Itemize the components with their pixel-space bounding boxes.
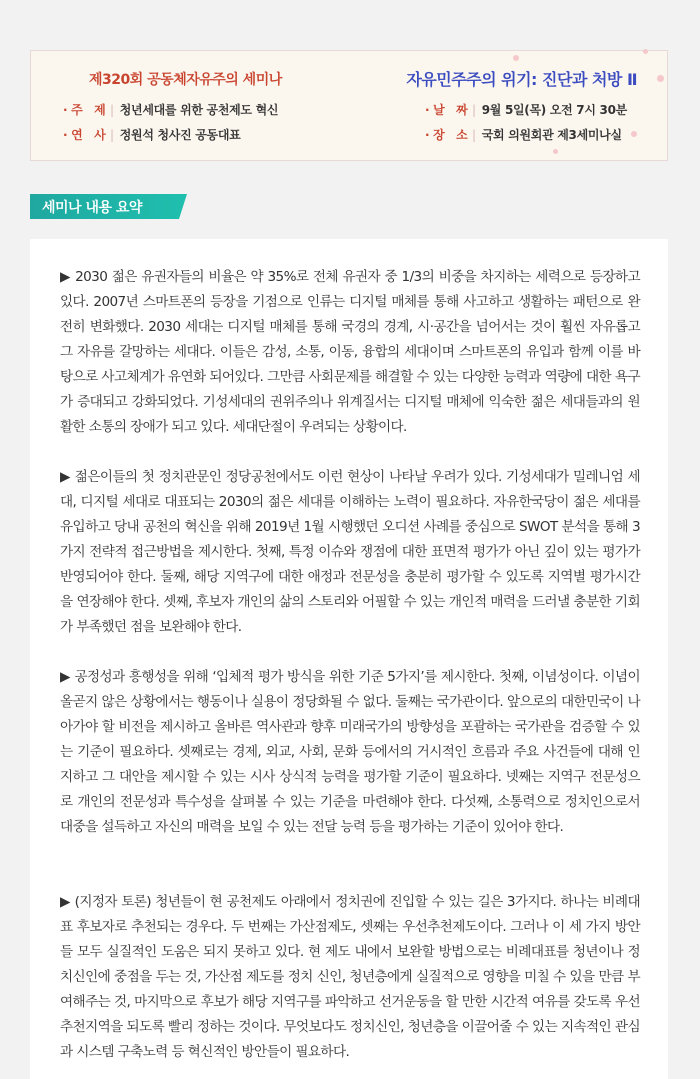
decor-dot: [631, 131, 637, 137]
place-value: 국회 의원회관 제3세미나실: [481, 128, 622, 142]
divider: |: [110, 103, 114, 117]
date-value: 9월 5일(목) 오전 7시 30분: [481, 103, 627, 117]
divider: |: [472, 103, 476, 117]
summary-paragraph-4: ▶ (지정자 토론) 청년들이 현 공천제도 아래에서 정치권에 진입할 수 있는 길은 3가지다. 하나는 비례대표 후보자로 추천되는 경우다. 두 번째는 가산점제도, 셋째는 우선추천제도이다. 그러나 이 세 가지 방안들 모두 실질적인 도움은 되지 못하고 있다. 현 제도 내에서 보완할 방법으로는 비례대표를 청년이나 정치신인에 중점을 두는 것, 가산점 제도를 정치 신인, 청년층에게 실질적으로 영향을 미칠 수 있을 만큼 부여해주는 것, 마지막으로 후보가 해당 지역구를 파악하고 선거운동을 할 만한 시간적 여유를 갖도록 우선추천지역을 되도록 빨리 정하는 것이다. 무엇보다도 정치신인, 청년층을 이끌어줄 수 있는 지속적인 관심과 시스템 구축노력 등 혁신적인 방안들이 필요하다.: [60, 894, 640, 1060]
decor-dot: [643, 49, 648, 54]
summary-paragraph-1: ▶ 2030 젊은 유권자들의 비율은 약 35%로 전체 유권자 중 1/3의 비중을 차지하는 세력으로 등장하고 있다. 2007년 스마트폰의 등장을 기점으로 인류는 디지털 매체를 통해 사고하고 생활하는 패턴으로 완전히 변화했다. 2030 세대는 디지털 매체를 통해 국경의 경계, 시·공간을 넘어서는 것이 훨씬 자유롭고 그 자유를 갈망하는 세대다. 이들은 감성, 소통, 이동, 융합의 세대이며 스마트폰의 유입과 함께 이를 바탕으로 사고체계가 유연화 되어있다. 그만큼 사회문제를 해결할 수 있는 다양한 능력과 역량에 대한 욕구가 증대되고 강화되었다. 기성세대의 권위주의나 위계질서는 디지털 매체에 익숙한 젊은 세대들과의 원활한 소통의 장애가 되고 있다. 세대단절이 우려되는 상황이다.: [60, 269, 640, 435]
topic-value: 청년세대를 위한 공천제도 혁신: [119, 103, 279, 117]
date-row: [425, 101, 627, 118]
seminar-title: 자유민주주의 위기: 진단과 처방 Ⅱ: [406, 70, 637, 89]
place-row: [425, 126, 622, 143]
divider: |: [110, 128, 114, 142]
speaker-value: 정원석 청사진 공동대표: [119, 128, 241, 142]
date-label: · 날 짜: [425, 103, 468, 117]
decor-dot: [553, 149, 558, 154]
seminar-number: 제320회 공동체자유주의 세미나: [89, 72, 282, 88]
decor-dot: [513, 55, 519, 61]
divider: |: [472, 128, 476, 142]
seminar-info-box: [30, 50, 668, 161]
place-label: · 장 소: [425, 128, 468, 142]
speaker-label: · 연 사: [63, 128, 106, 142]
summary-card: [30, 239, 668, 1079]
speaker-row: [63, 126, 240, 143]
topic-label: · 주 제: [63, 103, 106, 117]
summary-paragraph-2: ▶ 젊은이들의 첫 정치관문인 정당공천에서도 이런 현상이 나타날 우려가 있다. 기성세대가 밀레니엄 세대, 디지털 세대로 대표되는 2030의 젊은 세대를 이해하는 노력이 필요하다. 자유한국당이 젊은 세대를 유입하고 당내 공천의 혁신을 위해 2019년 1월 시행했던 오디션 사례를 중심으로 SWOT 분석을 통해 3가지 전략적 접근방법을 제시한다. 첫째, 특정 이슈와 쟁점에 대한 표면적 평가가 아닌 깊이 있는 평가가 반영되어야 한다. 둘째, 해당 지역구에 대한 애정과 전문성을 충분히 평가할 수 있도록 지역별 평가시간을 연장해야 한다. 셋째, 후보자 개인의 삶의 스토리와 어필할 수 있는 개인적 매력을 드러낼 충분한 기회가 부족했던 점을 보완해야 한다.: [60, 469, 640, 635]
section-title: 세미나 내용 요약: [30, 194, 187, 219]
decor-dot: [657, 75, 664, 82]
summary-paragraph-3: ▶ 공정성과 흥행성을 위해 ‘입체적 평가 방식을 위한 기준 5가지’를 제시한다. 첫째, 이념성이다. 이념이 올곧지 않은 상황에서는 행동이나 실용이 정당화될 수 없다. 둘째는 국가관이다. 앞으로의 대한민국이 나아가야 할 비전을 제시하고 올바른 역사관과 향후 미래국가의 방향성을 포괄하는 국가관을 검증할 수 있는 기준이 필요하다. 셋째로는 경제, 외교, 사회, 문화 등에서의 거시적인 흐름과 주요 사건들에 대해 인지하고 그 대안을 제시할 수 있는 시사 상식적 능력을 평가할 기준이 필요하다. 넷째는 지역구 전문성으로 개인의 전문성과 특수성을 살펴볼 수 있는 기준을 마련해야 한다. 다섯째, 소통력으로 정치인으로서 대중을 설득하고 자신의 매력을 보일 수 있는 전달 능력 등을 평가하는 기준이 있어야 한다.: [60, 669, 640, 835]
topic-row: [63, 101, 278, 118]
